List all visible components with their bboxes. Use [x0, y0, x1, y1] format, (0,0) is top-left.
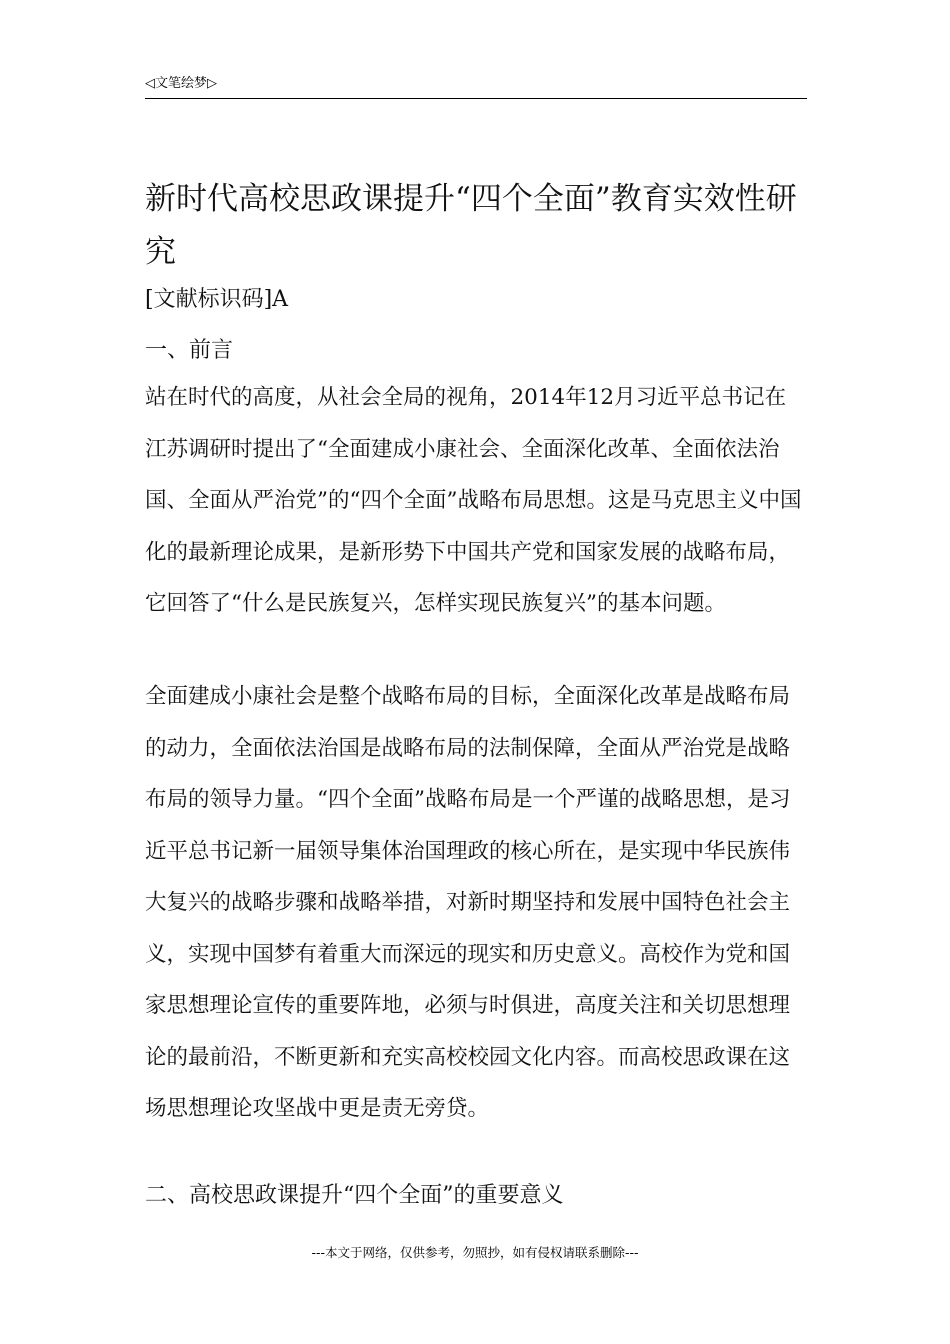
paragraph-preface-1: 站在时代的高度，从社会全局的视角，2014年12月习近平总书记在江苏调研时提出了“全面建成小康社会、全面深化改革、全面依法治国、全面从严治党”的“四个全面”战略布局思想。这是马克思主义中国化的最新理论成果，是新形势下中国共产党和国家发展的战略布局，它回答了“什么是民族复兴，怎样实现民族复兴”的基本问题。 [145, 385, 802, 616]
paragraph-preface-2: 全面建成小康社会是整个战略布局的目标，全面深化改革是战略布局的动力，全面依法治国是战略布局的法制保障，全面从严治党是战略布局的领导力量。“四个全面”战略布局是一个严谨的战略思想，是习近平总书记新一届领导集体治国理政的核心所在，是实现中华民族伟大复兴的战略步骤和战略举措，对新时期坚持和发展中国特色社会主义，实现中国梦有着重大而深远的现实和历史意义。高校作为党和国家思想理论宣传的重要阵地，必须与时俱进，高度关注和关切思想理论的最前沿，不断更新和充实高校校园文化内容。而高校思政课在这场思想理论攻坚战中更是责无旁贷。 [145, 684, 791, 1121]
header-label: ◁文笔绘梦▷ [145, 76, 217, 91]
document-title: 新时代高校思政课提升“四个全面”教育实效性研究 [145, 181, 797, 270]
page-header [145, 74, 807, 99]
section-heading-preface: 一、前言 [145, 338, 234, 363]
page-footer-disclaimer: ---本文于网络，仅供参考，勿照抄，如有侵权请联系删除--- [311, 1245, 639, 1260]
document-identifier: [文献标识码]A [145, 287, 289, 312]
section-heading-significance: 二、高校思政课提升“四个全面”的重要意义 [145, 1183, 564, 1208]
